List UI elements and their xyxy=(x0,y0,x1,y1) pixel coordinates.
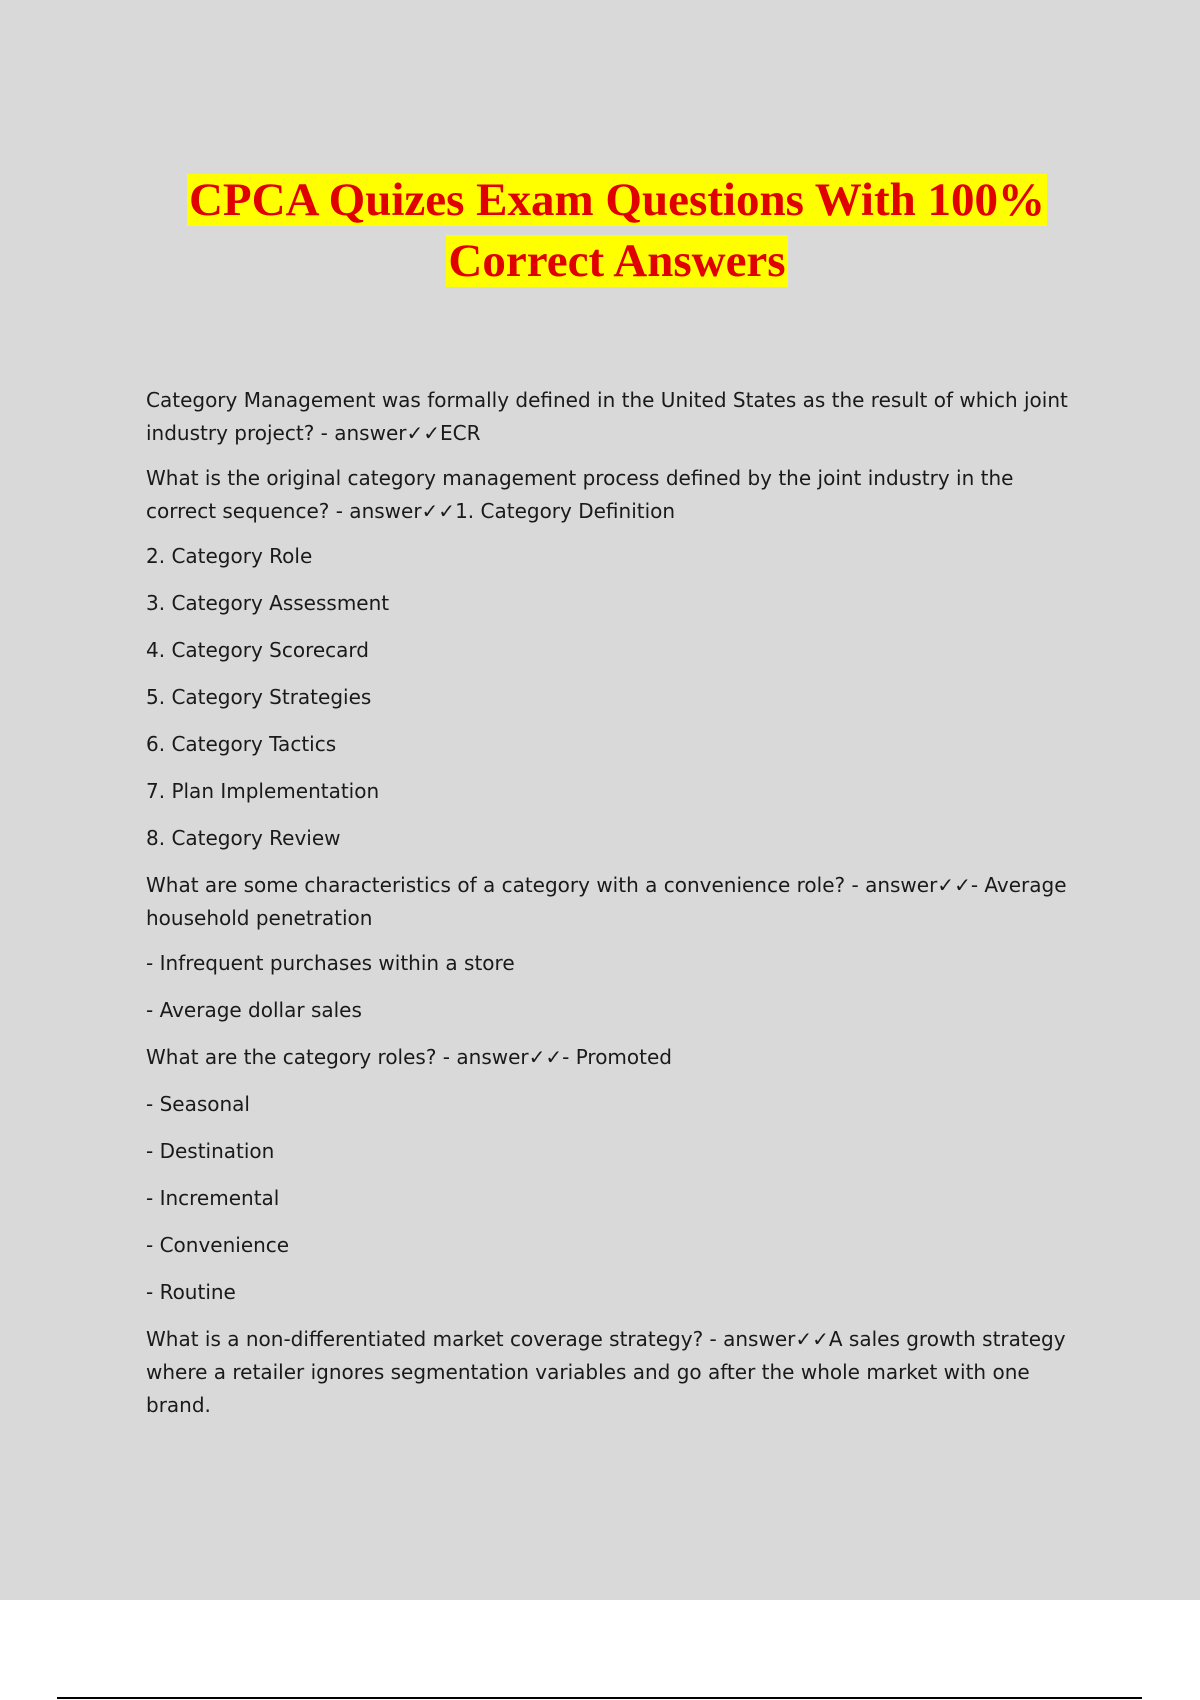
document-body xyxy=(146,384,1086,1422)
question-1: Category Management was formally defined in the United States as the result of which joint industry project? - answer✓✓ECR xyxy=(146,388,1068,445)
question-5: What is a non-differentiated market coverage strategy? - answer✓✓A sales growth strategy where a retailer ignores segmentation variables and go after the whole market with one brand. xyxy=(146,1327,1066,1417)
question-3: What are some characteristics of a category with a convenience role? - answer✓✓- Average household penetration xyxy=(146,873,1067,930)
list-item: - Destination xyxy=(146,1139,275,1163)
list-item: - Incremental xyxy=(146,1186,280,1210)
document-title xyxy=(0,170,1200,292)
title-line-2: Correct Answers xyxy=(448,235,786,287)
title-line-1: CPCA Quizes Exam Questions With 100% xyxy=(188,174,1046,226)
list-item: 3. Category Assessment xyxy=(146,591,390,615)
list-item: 8. Category Review xyxy=(146,826,341,850)
list-item: - Routine xyxy=(146,1280,236,1304)
question-4: What are the category roles? - answer✓✓- Promoted xyxy=(146,1045,672,1069)
list-item: - Seasonal xyxy=(146,1092,250,1116)
question-2: What is the original category management process defined by the joint industry in the correct sequence? - answer✓✓1. Category Definition xyxy=(146,466,1014,523)
list-item: 2. Category Role xyxy=(146,544,313,568)
list-item: 7. Plan Implementation xyxy=(146,779,380,803)
footer-divider xyxy=(57,1697,1142,1699)
list-item: - Average dollar sales xyxy=(146,998,362,1022)
list-item: - Infrequent purchases within a store xyxy=(146,951,515,975)
list-item: 5. Category Strategies xyxy=(146,685,372,709)
list-item: - Convenience xyxy=(146,1233,290,1257)
list-item: 4. Category Scorecard xyxy=(146,638,369,662)
list-item: 6. Category Tactics xyxy=(146,732,337,756)
